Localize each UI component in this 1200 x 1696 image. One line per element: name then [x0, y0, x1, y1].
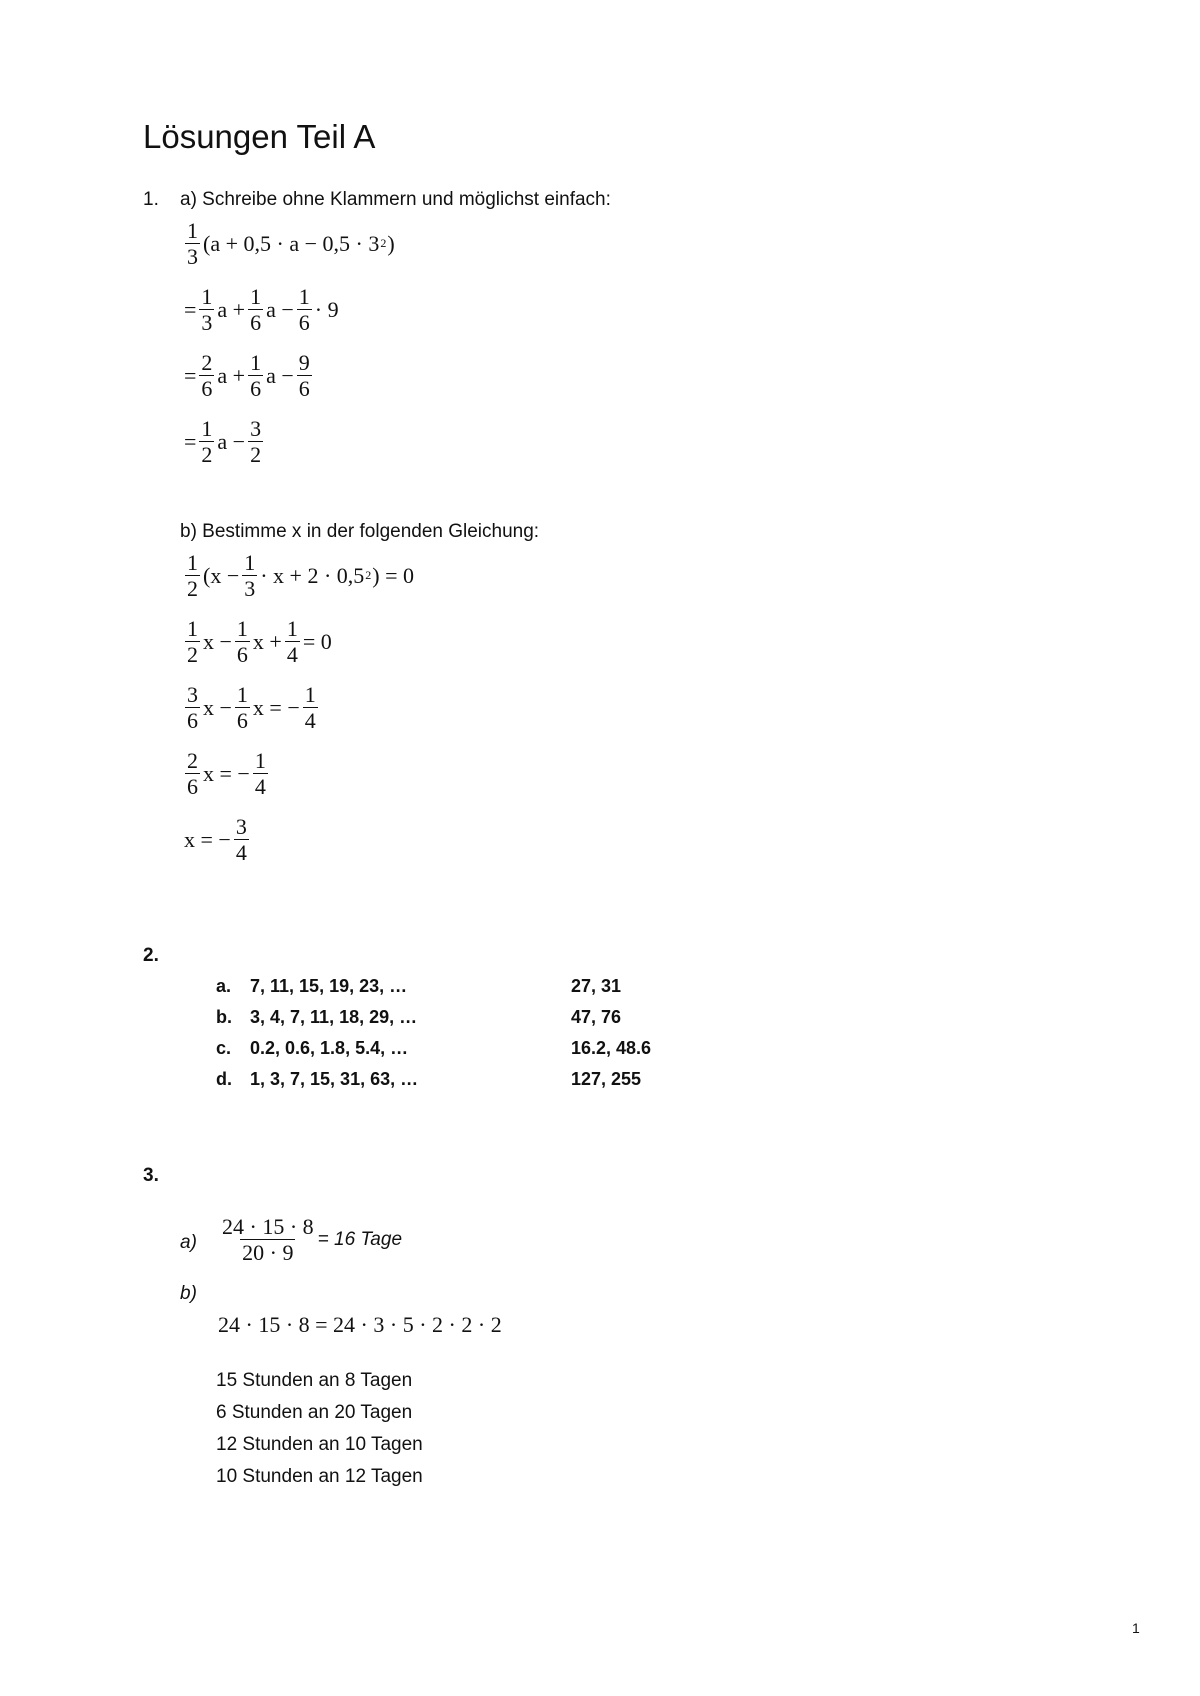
sequence-answer: 47, 76	[571, 1007, 622, 1027]
numerator: 3	[235, 814, 247, 839]
fraction	[297, 350, 312, 402]
numerator: 1	[187, 550, 198, 575]
sequence-answer: 16.2, 48.6	[571, 1038, 652, 1058]
equation-line	[183, 284, 340, 336]
task2-number: 2.	[143, 945, 159, 966]
equation-line	[183, 616, 333, 668]
math-term: x = −	[252, 694, 300, 720]
numerator: 1	[201, 416, 213, 441]
task1-number: 1.	[143, 189, 159, 210]
sequence-text: 3, 4, 7, 11, 18, 29, …	[250, 1007, 418, 1027]
numerator: 1	[201, 284, 213, 309]
denominator: 6	[250, 376, 262, 402]
denominator: 2	[187, 576, 198, 602]
sequence-text: 7, 11, 15, 19, 23, …	[250, 976, 408, 996]
denominator: 6	[187, 708, 198, 734]
math-term: a +	[217, 362, 246, 388]
math-term: (a + 0,5 · a − 0,5 · 3	[203, 230, 380, 256]
fraction	[303, 682, 318, 734]
math-term: =	[184, 296, 197, 322]
fraction	[185, 616, 200, 668]
numerator: 1	[254, 748, 266, 773]
sequence-label: b.	[216, 1007, 232, 1027]
equation-line	[183, 218, 396, 270]
math-term: a −	[266, 296, 294, 322]
sequence-answer: 27, 31	[571, 976, 622, 996]
page-title: Lösungen Teil A	[143, 118, 376, 155]
exponent: 2	[365, 568, 372, 583]
denominator: 4	[235, 840, 247, 866]
answer-line: 10 Stunden an 12 Tagen	[216, 1466, 423, 1487]
math-term: a +	[217, 296, 246, 322]
task3-a-expression	[218, 1214, 402, 1266]
task1-a-prompt: a) Schreibe ohne Klammern und möglichst einfach:	[180, 189, 611, 210]
math-term: x +	[252, 628, 282, 654]
sequence-label: c.	[216, 1038, 232, 1058]
numerator: 1	[250, 350, 262, 375]
fraction	[248, 350, 263, 402]
math-term: = 0	[302, 628, 332, 654]
math-term: x −	[203, 694, 232, 720]
task3-number: 3.	[143, 1165, 159, 1186]
denominator: 6	[236, 708, 248, 734]
exponent: 2	[380, 236, 387, 251]
numerator: 1	[304, 682, 316, 707]
math-term: a −	[217, 428, 246, 454]
numerator: 1	[250, 284, 262, 309]
numerator: 1	[298, 284, 310, 309]
task3-b-expression: 24 · 15 · 8 = 24 · 3 · 5 · 2 · 2 · 2	[218, 1312, 502, 1337]
task1-b-prompt: b) Bestimme x in der folgenden Gleichung:	[180, 521, 540, 542]
fraction	[199, 416, 214, 468]
denominator: 4	[304, 708, 316, 734]
math-term: )	[387, 230, 395, 256]
math-term: · 9	[314, 296, 339, 322]
denominator: 2	[201, 442, 213, 468]
denominator: 2	[187, 642, 198, 668]
denominator: 3	[244, 576, 256, 602]
fraction	[185, 550, 200, 602]
denominator: 3	[187, 244, 198, 270]
denominator: 6	[250, 310, 262, 336]
equation-line	[183, 748, 270, 800]
task3-a-label: a)	[180, 1232, 197, 1253]
sequence-text: 1, 3, 7, 15, 31, 63, …	[250, 1069, 419, 1089]
math-term: x −	[203, 628, 232, 654]
numerator: 9	[298, 350, 310, 375]
math-term: x = −	[203, 760, 250, 786]
fraction	[285, 616, 300, 668]
denominator: 6	[201, 376, 213, 402]
numerator: 3	[187, 682, 198, 707]
task3-b-label: b)	[180, 1283, 197, 1304]
fraction	[253, 748, 268, 800]
math-term: x = −	[184, 826, 231, 852]
answer-line: 6 Stunden an 20 Tagen	[216, 1402, 413, 1423]
math-term: (x −	[203, 562, 240, 588]
equation-line	[183, 814, 251, 866]
task3-a-result: = 16 Tage	[317, 1228, 403, 1250]
numerator: 1	[236, 682, 248, 707]
fraction	[185, 218, 200, 270]
answer-line: 15 Stunden an 8 Tagen	[216, 1370, 413, 1391]
denominator: 6	[187, 774, 198, 800]
math-term: =	[184, 428, 197, 454]
denominator: 4	[286, 642, 298, 668]
denominator: 6	[298, 376, 310, 402]
math-term: a −	[266, 362, 294, 388]
denominator: 3	[201, 310, 213, 336]
fraction	[235, 682, 250, 734]
numerator: 1	[187, 616, 198, 641]
numerator: 1	[187, 218, 198, 243]
sequence-label: a.	[216, 976, 232, 996]
numerator: 3	[250, 416, 262, 441]
numerator: 2	[187, 748, 198, 773]
sequence-text: 0.2, 0.6, 1.8, 5.4, …	[250, 1038, 409, 1058]
fraction	[185, 682, 200, 734]
math-term: ) = 0	[372, 562, 415, 588]
math-term: · x + 2 · 0,5	[260, 562, 365, 588]
task3-a-denominator: 20 · 9	[242, 1240, 294, 1266]
fraction	[185, 748, 200, 800]
denominator: 4	[254, 774, 266, 800]
fraction	[235, 616, 250, 668]
sequence-answer: 127, 255	[571, 1069, 642, 1089]
fraction	[199, 284, 214, 336]
numerator: 1	[244, 550, 256, 575]
math-term: =	[184, 362, 197, 388]
fraction	[199, 350, 214, 402]
denominator: 6	[236, 642, 248, 668]
numerator: 1	[236, 616, 248, 641]
equation-line	[183, 350, 314, 402]
denominator: 2	[250, 442, 262, 468]
equation-line	[183, 682, 320, 734]
numerator: 1	[286, 616, 298, 641]
numerator: 2	[201, 350, 213, 375]
task3-a-fraction	[220, 1214, 316, 1266]
equation-line	[183, 416, 265, 468]
page-number: 1	[1132, 1620, 1140, 1636]
fraction	[234, 814, 249, 866]
equation-line	[183, 550, 415, 602]
fraction	[248, 416, 263, 468]
fraction	[242, 550, 257, 602]
fraction	[248, 284, 263, 336]
denominator: 6	[298, 310, 310, 336]
fraction	[297, 284, 312, 336]
task3-a-numerator: 24 · 15 · 8	[222, 1214, 314, 1239]
sequence-label: d.	[216, 1069, 232, 1089]
answer-line: 12 Stunden an 10 Tagen	[216, 1434, 423, 1455]
